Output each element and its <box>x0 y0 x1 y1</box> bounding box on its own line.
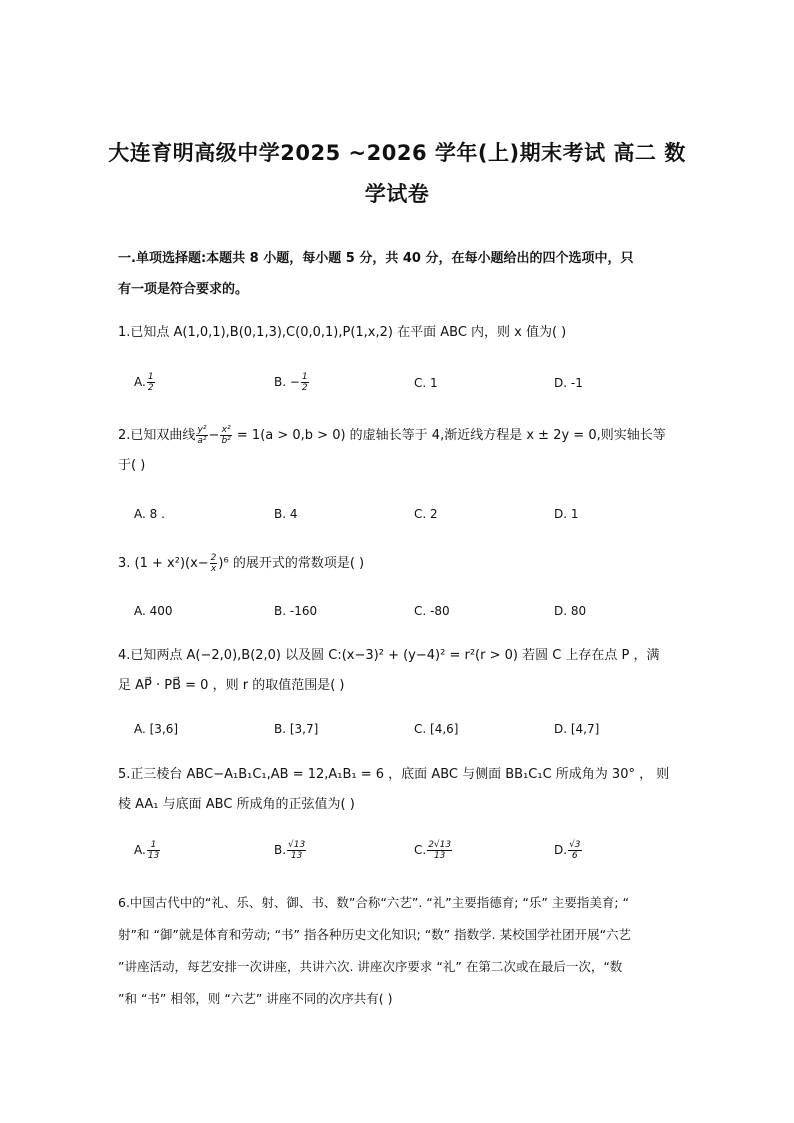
question-5-line1: 5.正三棱台 ABC−A₁B₁C₁,AB = 12,A₁B₁ = 6 ，底面 ABC 与侧面 BB₁C₁C 所成角为 30° ， 则 <box>118 767 670 782</box>
option-c: C. [4,6] <box>414 722 459 736</box>
stem-text: )⁶ 的展开式的常数项是( ) <box>218 556 365 571</box>
option-d: D. -1 <box>554 376 583 390</box>
option-label: A. <box>134 843 146 857</box>
question-2-line1 <box>118 421 678 451</box>
stem-text: 2.已知双曲线 <box>118 428 196 443</box>
question-4-line2: 足 AP⃗ · PB⃗ = 0 ，则 r 的取值范围是( ) <box>118 678 345 693</box>
question-3-options <box>134 604 694 628</box>
fraction <box>147 372 155 393</box>
section-instructions <box>118 243 678 305</box>
question-2-stem <box>118 421 678 481</box>
question-2-options <box>134 507 694 531</box>
section-line2: 有一项是符合要求的。 <box>118 282 249 297</box>
option-a: A. 400 <box>134 604 173 618</box>
exam-title-line2: 学试卷 <box>364 182 430 206</box>
option-c: C. -80 <box>414 604 450 618</box>
question-2-line2: 于( ) <box>118 458 146 473</box>
option-label: A. <box>134 375 146 389</box>
question-6-stem <box>118 887 678 1015</box>
option-label: B. − <box>274 375 300 389</box>
fraction-denominator: 13 <box>147 851 160 861</box>
fraction <box>196 425 207 446</box>
question-1-options <box>134 372 694 396</box>
option-c: C. 1 <box>414 376 438 390</box>
fraction-numerator: 2 <box>210 553 217 563</box>
fraction-numerator: 2√13 <box>428 840 452 850</box>
question-4-options <box>134 722 694 746</box>
option-b: B. 4 <box>274 507 298 521</box>
section-line1: 一.单项选择题:本题共 8 小题，每小题 5 分，共 40 分，在每小题给出的四个选项中，只 <box>118 251 634 266</box>
option-label: D. <box>554 843 568 857</box>
fraction-denominator: 2 <box>301 383 308 393</box>
question-5-stem <box>118 760 678 820</box>
fraction-denominator: 13 <box>433 851 446 861</box>
stem-text: 3. (1 + x²)(x− <box>118 556 209 571</box>
fraction-numerator: 1 <box>147 840 160 851</box>
exam-title-line1: 大连育明高级中学2025 ~2026 学年(上)期末考试 高二 数 <box>108 141 686 165</box>
option-b: B. -160 <box>274 604 318 618</box>
option-d: D. [4,7] <box>554 722 600 736</box>
option-label: C. <box>414 843 427 857</box>
fraction-numerator: √13 <box>288 840 306 850</box>
fraction <box>220 425 231 446</box>
fraction-denominator: x <box>210 564 217 574</box>
fraction <box>427 840 452 861</box>
fraction <box>147 840 160 861</box>
option-b <box>274 840 307 861</box>
fraction <box>210 553 218 574</box>
question-4-stem <box>118 641 678 701</box>
question-6-line2: 射”和 “御”就是体育和劳动; “书” 指各种历史文化知识; “数” 指数学. 某校国学社团开展“六艺 <box>118 927 632 942</box>
option-a <box>134 372 156 393</box>
option-label: B. <box>274 843 287 857</box>
fraction <box>301 372 309 393</box>
question-5-line2: 棱 AA₁ 与底面 ABC 所成角的正弦值为( ) <box>118 797 355 812</box>
question-1-stem: 1.已知点 A(1,0,1),B(0,1,3),C(0,0,1),P(1,x,2) 在平面 ABC 内，则 x 值为( ) <box>118 325 567 340</box>
fraction-denominator: a² <box>197 436 207 446</box>
option-c: C. 2 <box>414 507 438 521</box>
question-6-line1: 6.中国古代中的“礼、乐、射、御、书、数”合称“六艺”. “礼”主要指德育; “乐” 主要指美育; “ <box>118 895 630 910</box>
option-b: B. [3,7] <box>274 722 319 736</box>
option-d: D. 1 <box>554 507 579 521</box>
fraction <box>568 840 581 861</box>
stem-text: = 1(a > 0,b > 0) 的虚轴长等于 4,渐近线方程是 x ± 2y = 0,则实轴长等 <box>232 428 666 443</box>
fraction-denominator: 6 <box>571 851 578 861</box>
option-a: A. [3,6] <box>134 722 179 736</box>
fraction-denominator: 2 <box>147 383 154 393</box>
fraction <box>287 840 306 861</box>
fraction-denominator: 13 <box>290 851 303 861</box>
fraction-numerator: 1 <box>301 372 308 382</box>
fraction-numerator: y² <box>197 425 207 435</box>
option-c <box>414 840 453 861</box>
question-3-stem <box>118 549 678 579</box>
option-a: A. 8 . <box>134 507 165 521</box>
fraction-numerator: 1 <box>147 372 154 382</box>
fraction-denominator: b² <box>221 436 231 446</box>
question-6-line4: ”和 “书” 相邻，则 “六艺” 讲座不同的次序共有( ) <box>118 991 393 1006</box>
fraction-numerator: √3 <box>569 840 581 850</box>
option-b <box>274 372 310 393</box>
option-a <box>134 840 161 861</box>
option-d <box>554 840 583 861</box>
option-d: D. 80 <box>554 604 587 618</box>
question-4-line1: 4.已知两点 A(−2,0),B(2,0) 以及圆 C:(x−3)² + (y−4)² = r²(r > 0) 若圆 C 上存在点 P ，满 <box>118 648 660 663</box>
question-5-options <box>134 840 694 864</box>
minus-sign: − <box>208 428 220 443</box>
question-6-line3: ”讲座活动，每艺安排一次讲座，共讲六次. 讲座次序要求 “礼” 在第二次或在最后一次，“数 <box>118 959 623 974</box>
fraction-numerator: x² <box>221 425 231 435</box>
